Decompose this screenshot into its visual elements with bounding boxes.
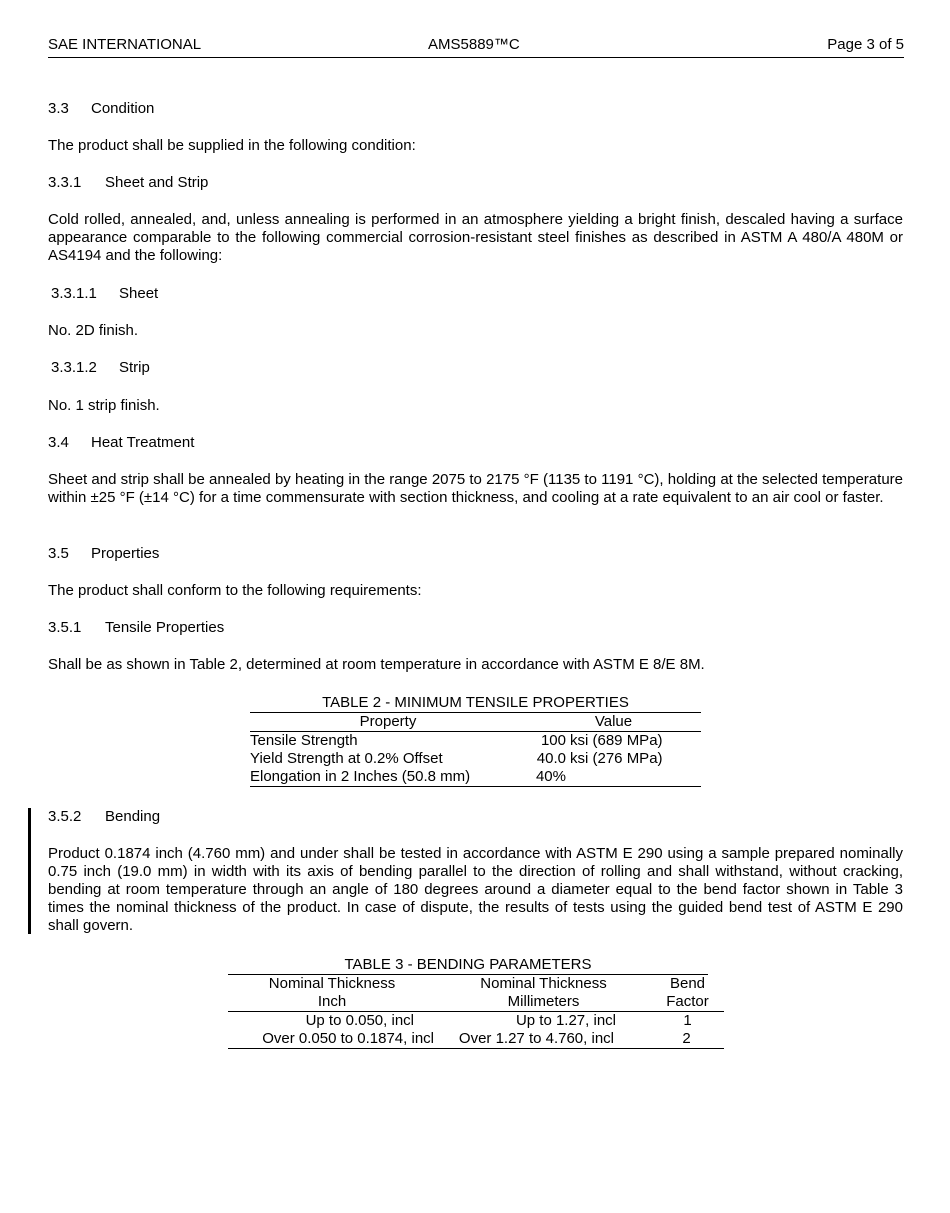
- column-header: Factor: [666, 993, 709, 1010]
- header-doc-id: AMS5889™C: [428, 36, 520, 53]
- table-cell: Over 1.27 to 4.760, incl: [458, 1030, 614, 1047]
- section-number: 3.5: [48, 545, 69, 562]
- value-unit: ksi (276 MPa): [570, 750, 663, 767]
- table-row: [228, 1012, 724, 1030]
- section-title: Condition: [91, 100, 155, 117]
- column-header: Inch: [317, 993, 347, 1010]
- paragraph-tensile: Shall be as shown in Table 2, determined at room temperature in accordance with ASTM E 8/E 8M.: [48, 656, 705, 673]
- column-header: Value: [594, 713, 633, 730]
- table-cell: Elongation in 2 Inches (50.8 mm): [250, 768, 471, 785]
- section-number: 3.3.1.2: [51, 359, 97, 376]
- section-title: Bending: [105, 808, 161, 825]
- column-header: Property: [359, 713, 417, 730]
- column-header: Nominal Thickness: [480, 975, 607, 992]
- section-heading-3-5-2: [48, 808, 903, 826]
- revision-change-bar: [28, 808, 31, 934]
- table-cell: Yield Strength at 0.2% Offset: [250, 750, 443, 767]
- section-number: 3.5.1: [48, 619, 82, 636]
- table-cell: 1: [683, 1012, 692, 1029]
- section-title: Strip: [119, 359, 150, 376]
- page-header: [48, 36, 904, 54]
- paragraph-sheet: No. 2D finish.: [48, 322, 139, 339]
- section-number: 3.5.2: [48, 808, 82, 825]
- section-title: Sheet and Strip: [105, 174, 209, 191]
- table-cell: 2: [682, 1030, 691, 1047]
- table-header-row: [250, 713, 701, 732]
- value-number: 40.0: [536, 750, 566, 767]
- section-heading-3-3-1-1: [51, 285, 906, 303]
- section-title: Heat Treatment: [91, 434, 195, 451]
- value-unit: ksi (689 MPa): [570, 732, 663, 749]
- column-header: Bend: [669, 975, 706, 992]
- table-3-bending-parameters: [228, 956, 724, 1049]
- section-number: 3.3.1.1: [51, 285, 97, 302]
- table-2-tensile-properties: [250, 694, 701, 787]
- paragraph-heat-treatment: Sheet and strip shall be annealed by heating in the range 2075 to 2175 °F (1135 to 1191 °C), holding at the selected temperature within ±25 °F (±14 °C) for a time commensurate with section thickness, and cooling at a rate equivalent to an air cool or faster.: [48, 471, 903, 506]
- section-heading-3-5: [48, 545, 903, 563]
- section-heading-3-3-1-2: [51, 359, 906, 377]
- table-row: [250, 768, 701, 787]
- paragraph-properties: The product shall conform to the following requirements:: [48, 582, 422, 599]
- section-number: 3.3.1: [48, 174, 82, 191]
- section-heading-3-4: [48, 434, 903, 452]
- table-row: [228, 1030, 724, 1049]
- section-number: 3.4: [48, 434, 69, 451]
- header-page-number: Page 3 of 5: [827, 36, 904, 53]
- section-number: 3.3: [48, 100, 69, 117]
- section-title: Properties: [91, 545, 160, 562]
- paragraph-strip: No. 1 strip finish.: [48, 397, 160, 414]
- table-cell: Over 0.050 to 0.1874, incl: [262, 1030, 434, 1047]
- table-cell: [526, 768, 701, 786]
- table-header-row: [228, 993, 724, 1012]
- table-cell: [526, 732, 701, 750]
- paragraph-condition: The product shall be supplied in the following condition:: [48, 137, 416, 154]
- section-heading-3-3-1: [48, 174, 903, 192]
- table-cell: [526, 750, 701, 768]
- header-org: SAE INTERNATIONAL: [48, 36, 202, 53]
- table-cell: Up to 0.050, incl: [305, 1012, 414, 1029]
- value-number: 40%: [535, 768, 566, 785]
- table-header-row: [228, 975, 724, 993]
- section-heading-3-5-1: [48, 619, 903, 637]
- paragraph-sheet-strip: Cold rolled, annealed, and, unless annealing is performed in an atmosphere yielding a bright finish, descaled having a surface appearance comparable to the following commercial corrosion-resistant steel finishes as described in ASTM A 480/A 480M or AS4194 and the following:: [48, 211, 903, 264]
- column-header: Nominal Thickness: [268, 975, 396, 992]
- header-rule: [48, 57, 904, 58]
- section-title: Tensile Properties: [105, 619, 225, 636]
- section-heading-3-3: [48, 100, 903, 118]
- section-title: Sheet: [119, 285, 159, 302]
- table-row: [250, 750, 701, 768]
- table-caption: TABLE 2 - MINIMUM TENSILE PROPERTIES: [250, 694, 701, 713]
- column-header: Millimeters: [507, 993, 580, 1010]
- paragraph-bending: Product 0.1874 inch (4.760 mm) and under shall be tested in accordance with ASTM E 290 using a sample prepared nominally 0.75 inch (19.0 mm) in width with its axis of bending parallel to the direction of rolling and shall withstand, without cracking, bending at room temperature through an angle of 180 degrees around a diameter equal to the bend factor shown in Table 3 times the nominal thickness of the product. In case of dispute, the results of tests using the guided bend test of ASTM E 290 shall govern.: [48, 845, 903, 934]
- table-cell: Tensile Strength: [250, 732, 358, 749]
- value-number: 100: [540, 732, 566, 749]
- table-row: [250, 732, 701, 750]
- table-cell: Up to 1.27, incl: [515, 1012, 616, 1029]
- table-caption: TABLE 3 - BENDING PARAMETERS: [228, 956, 708, 975]
